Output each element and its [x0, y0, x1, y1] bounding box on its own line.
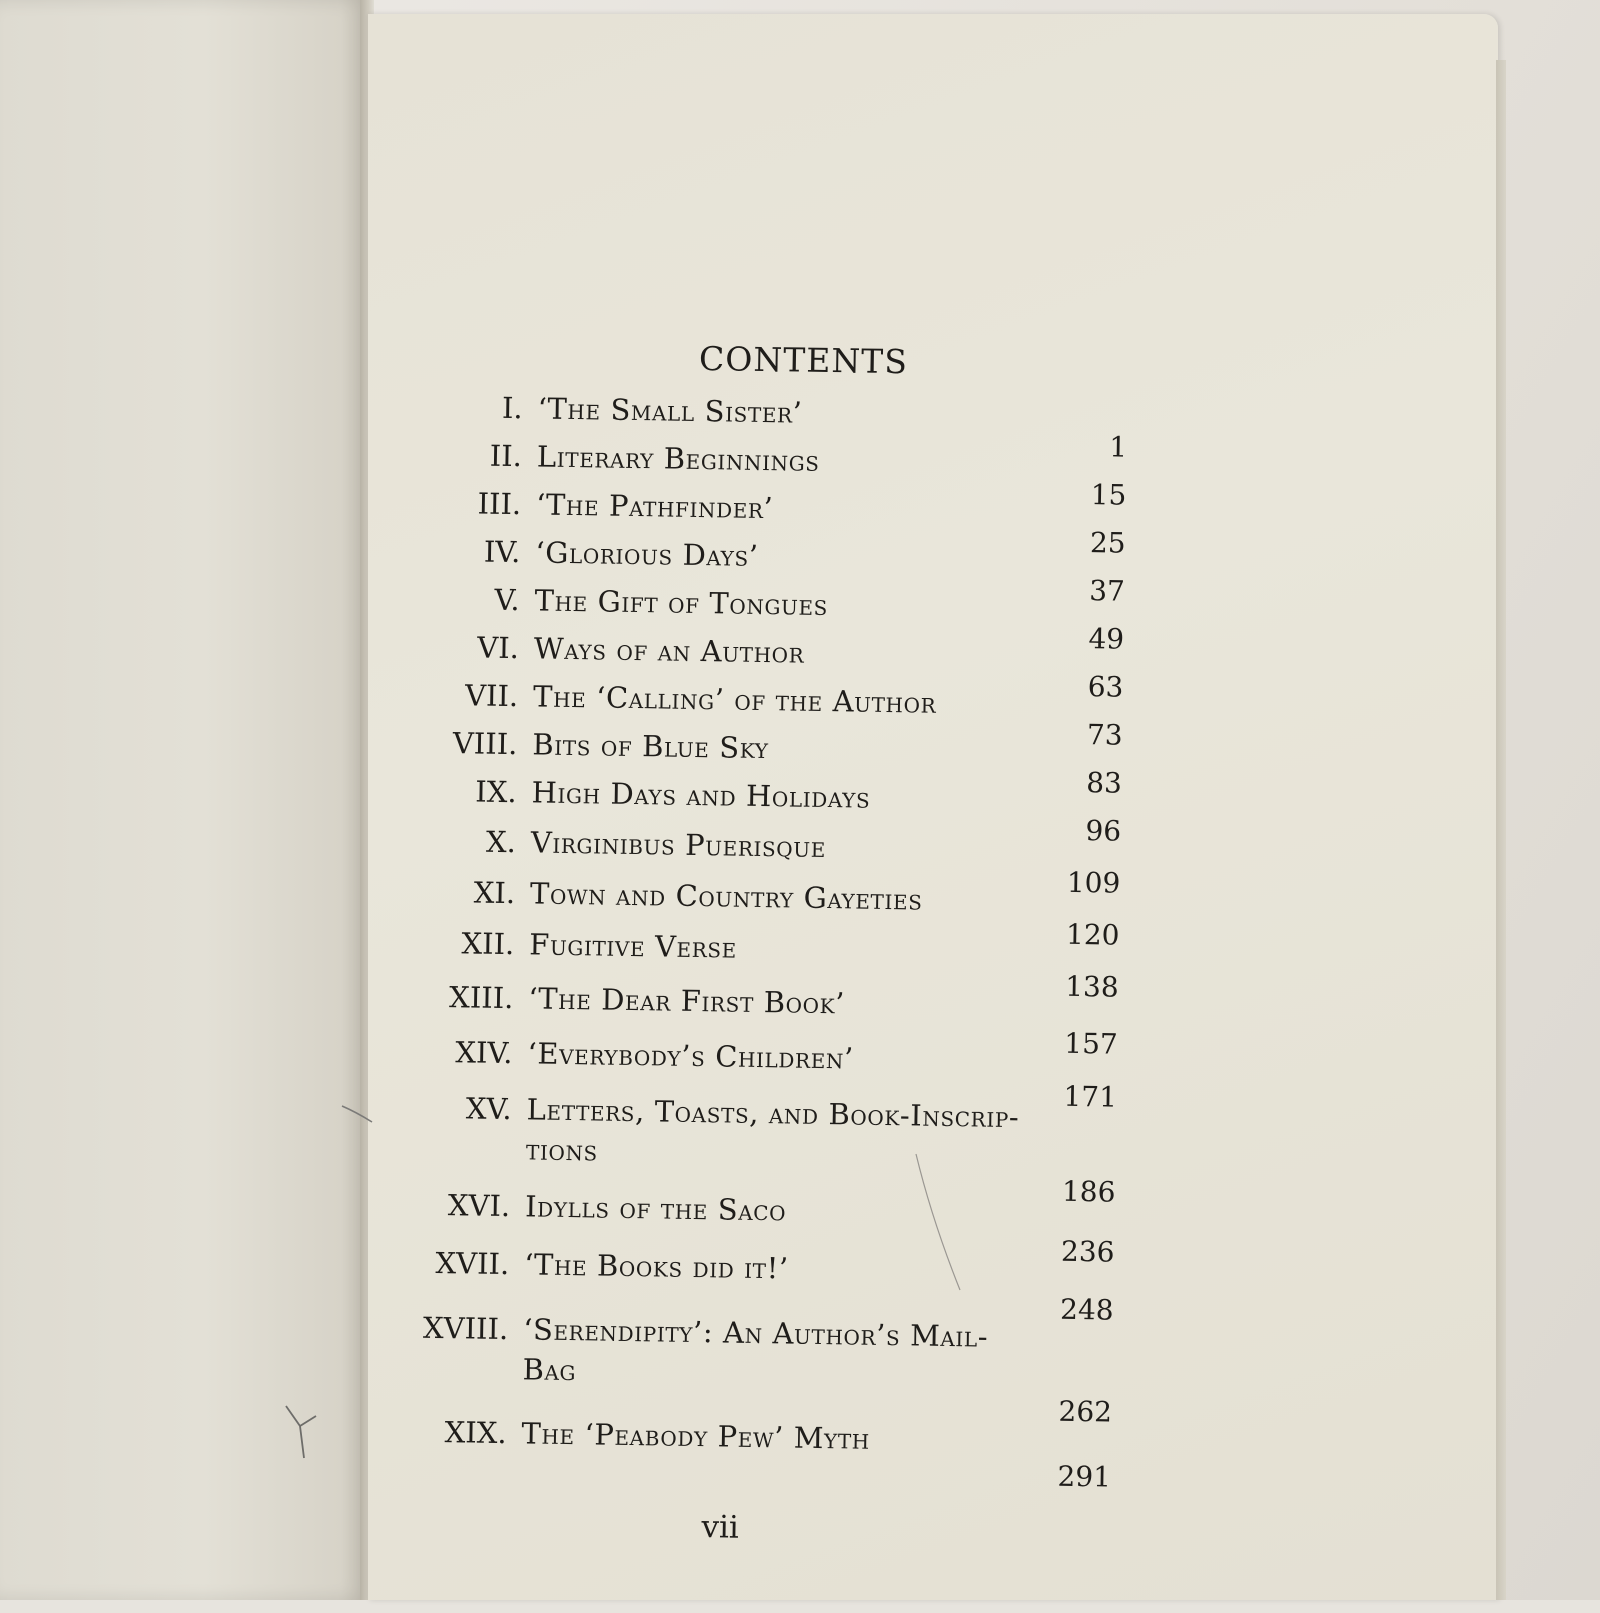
- chapter-page: 63: [1087, 670, 1124, 704]
- chapter-title: The Gift of Tongues: [534, 583, 829, 623]
- chapter-title: High Days and Holidays: [531, 775, 871, 815]
- chapter-page: 186: [1061, 1174, 1116, 1209]
- chapter-title-continuation: tions: [525, 1132, 599, 1168]
- chapter-page: 248: [1059, 1292, 1114, 1327]
- chapter-page: 1: [1109, 430, 1128, 464]
- chapter-title: Fugitive Verse: [529, 927, 738, 965]
- chapter-numeral: XIII.: [448, 980, 514, 1016]
- chapter-page: 15: [1090, 478, 1127, 512]
- chapter-title: ‘The Books did it!’: [523, 1247, 789, 1286]
- chapter-page: 83: [1085, 766, 1123, 800]
- chapter-page: 109: [1066, 865, 1121, 900]
- pencil-stray-line: [910, 1150, 970, 1300]
- chapter-title: ‘Serendipity’: An Author’s Mail-: [522, 1312, 989, 1354]
- page-folio: vii: [701, 1509, 740, 1546]
- chapter-page: 236: [1060, 1234, 1115, 1269]
- chapter-numeral: VI.: [477, 630, 520, 666]
- chapter-numeral: XIV.: [455, 1035, 513, 1071]
- chapter-title: ‘Everybody’s Children’: [527, 1036, 855, 1076]
- pencil-arrow-mark: [280, 1398, 330, 1468]
- chapter-page: 49: [1088, 622, 1125, 656]
- chapter-numeral: IX.: [475, 774, 517, 810]
- chapter-numeral: X.: [485, 824, 517, 860]
- chapter-page: 73: [1086, 718, 1123, 752]
- chapter-numeral: I.: [501, 390, 523, 426]
- chapter-numeral: V.: [494, 582, 520, 618]
- chapter-numeral: XVII.: [435, 1245, 510, 1282]
- pencil-tick-mark: [338, 1100, 378, 1130]
- chapter-page: 157: [1064, 1026, 1119, 1061]
- chapter-numeral: IV.: [483, 534, 521, 570]
- chapter-page: 25: [1089, 526, 1126, 560]
- chapter-numeral: XVIII.: [422, 1310, 509, 1347]
- chapter-numeral: XV.: [465, 1091, 512, 1127]
- chapter-numeral: II.: [489, 438, 523, 474]
- chapter-page: 291: [1057, 1459, 1112, 1494]
- chapter-title: ‘The Small Sister’: [537, 391, 803, 430]
- chapter-page: 262: [1058, 1394, 1113, 1429]
- chapter-page: 96: [1085, 814, 1122, 848]
- chapter-numeral: III.: [477, 486, 522, 522]
- contents-heading: CONTENTS: [698, 338, 909, 382]
- chapter-title: The ‘Peabody Pew’ Myth: [521, 1416, 871, 1456]
- chapter-title: ‘The Pathfinder’: [535, 487, 774, 526]
- chapter-title: Bits of Blue Sky: [532, 727, 769, 766]
- chapter-page: 120: [1065, 917, 1120, 952]
- chapter-numeral: VIII.: [452, 726, 518, 762]
- chapter-title: ‘Glorious Days’: [535, 535, 759, 573]
- chapter-title: Ways of an Author: [533, 631, 805, 670]
- chapter-title: Literary Beginnings: [536, 439, 820, 478]
- chapter-title: Letters, Toasts, and Book-Inscrip-: [526, 1092, 1020, 1135]
- chapter-numeral: XII.: [461, 926, 515, 962]
- chapter-page: 171: [1063, 1079, 1118, 1114]
- chapter-numeral: VII.: [464, 678, 519, 714]
- chapter-title: ‘The Dear First Book’: [528, 981, 846, 1021]
- chapter-numeral: XI.: [473, 875, 516, 911]
- chapter-numeral: XIX.: [444, 1415, 507, 1451]
- chapter-title: Virginibus Puerisque: [530, 825, 827, 865]
- chapter-title: Town and Country Gayeties: [529, 876, 923, 917]
- chapter-title: Idylls of the Saco: [524, 1189, 787, 1228]
- chapter-page: 37: [1089, 574, 1126, 608]
- chapter-title-continuation: Bag: [522, 1352, 577, 1388]
- chapter-page: 138: [1064, 969, 1119, 1004]
- chapter-numeral: XVI.: [447, 1188, 511, 1224]
- chapter-title: The ‘Calling’ of the Author: [532, 679, 937, 720]
